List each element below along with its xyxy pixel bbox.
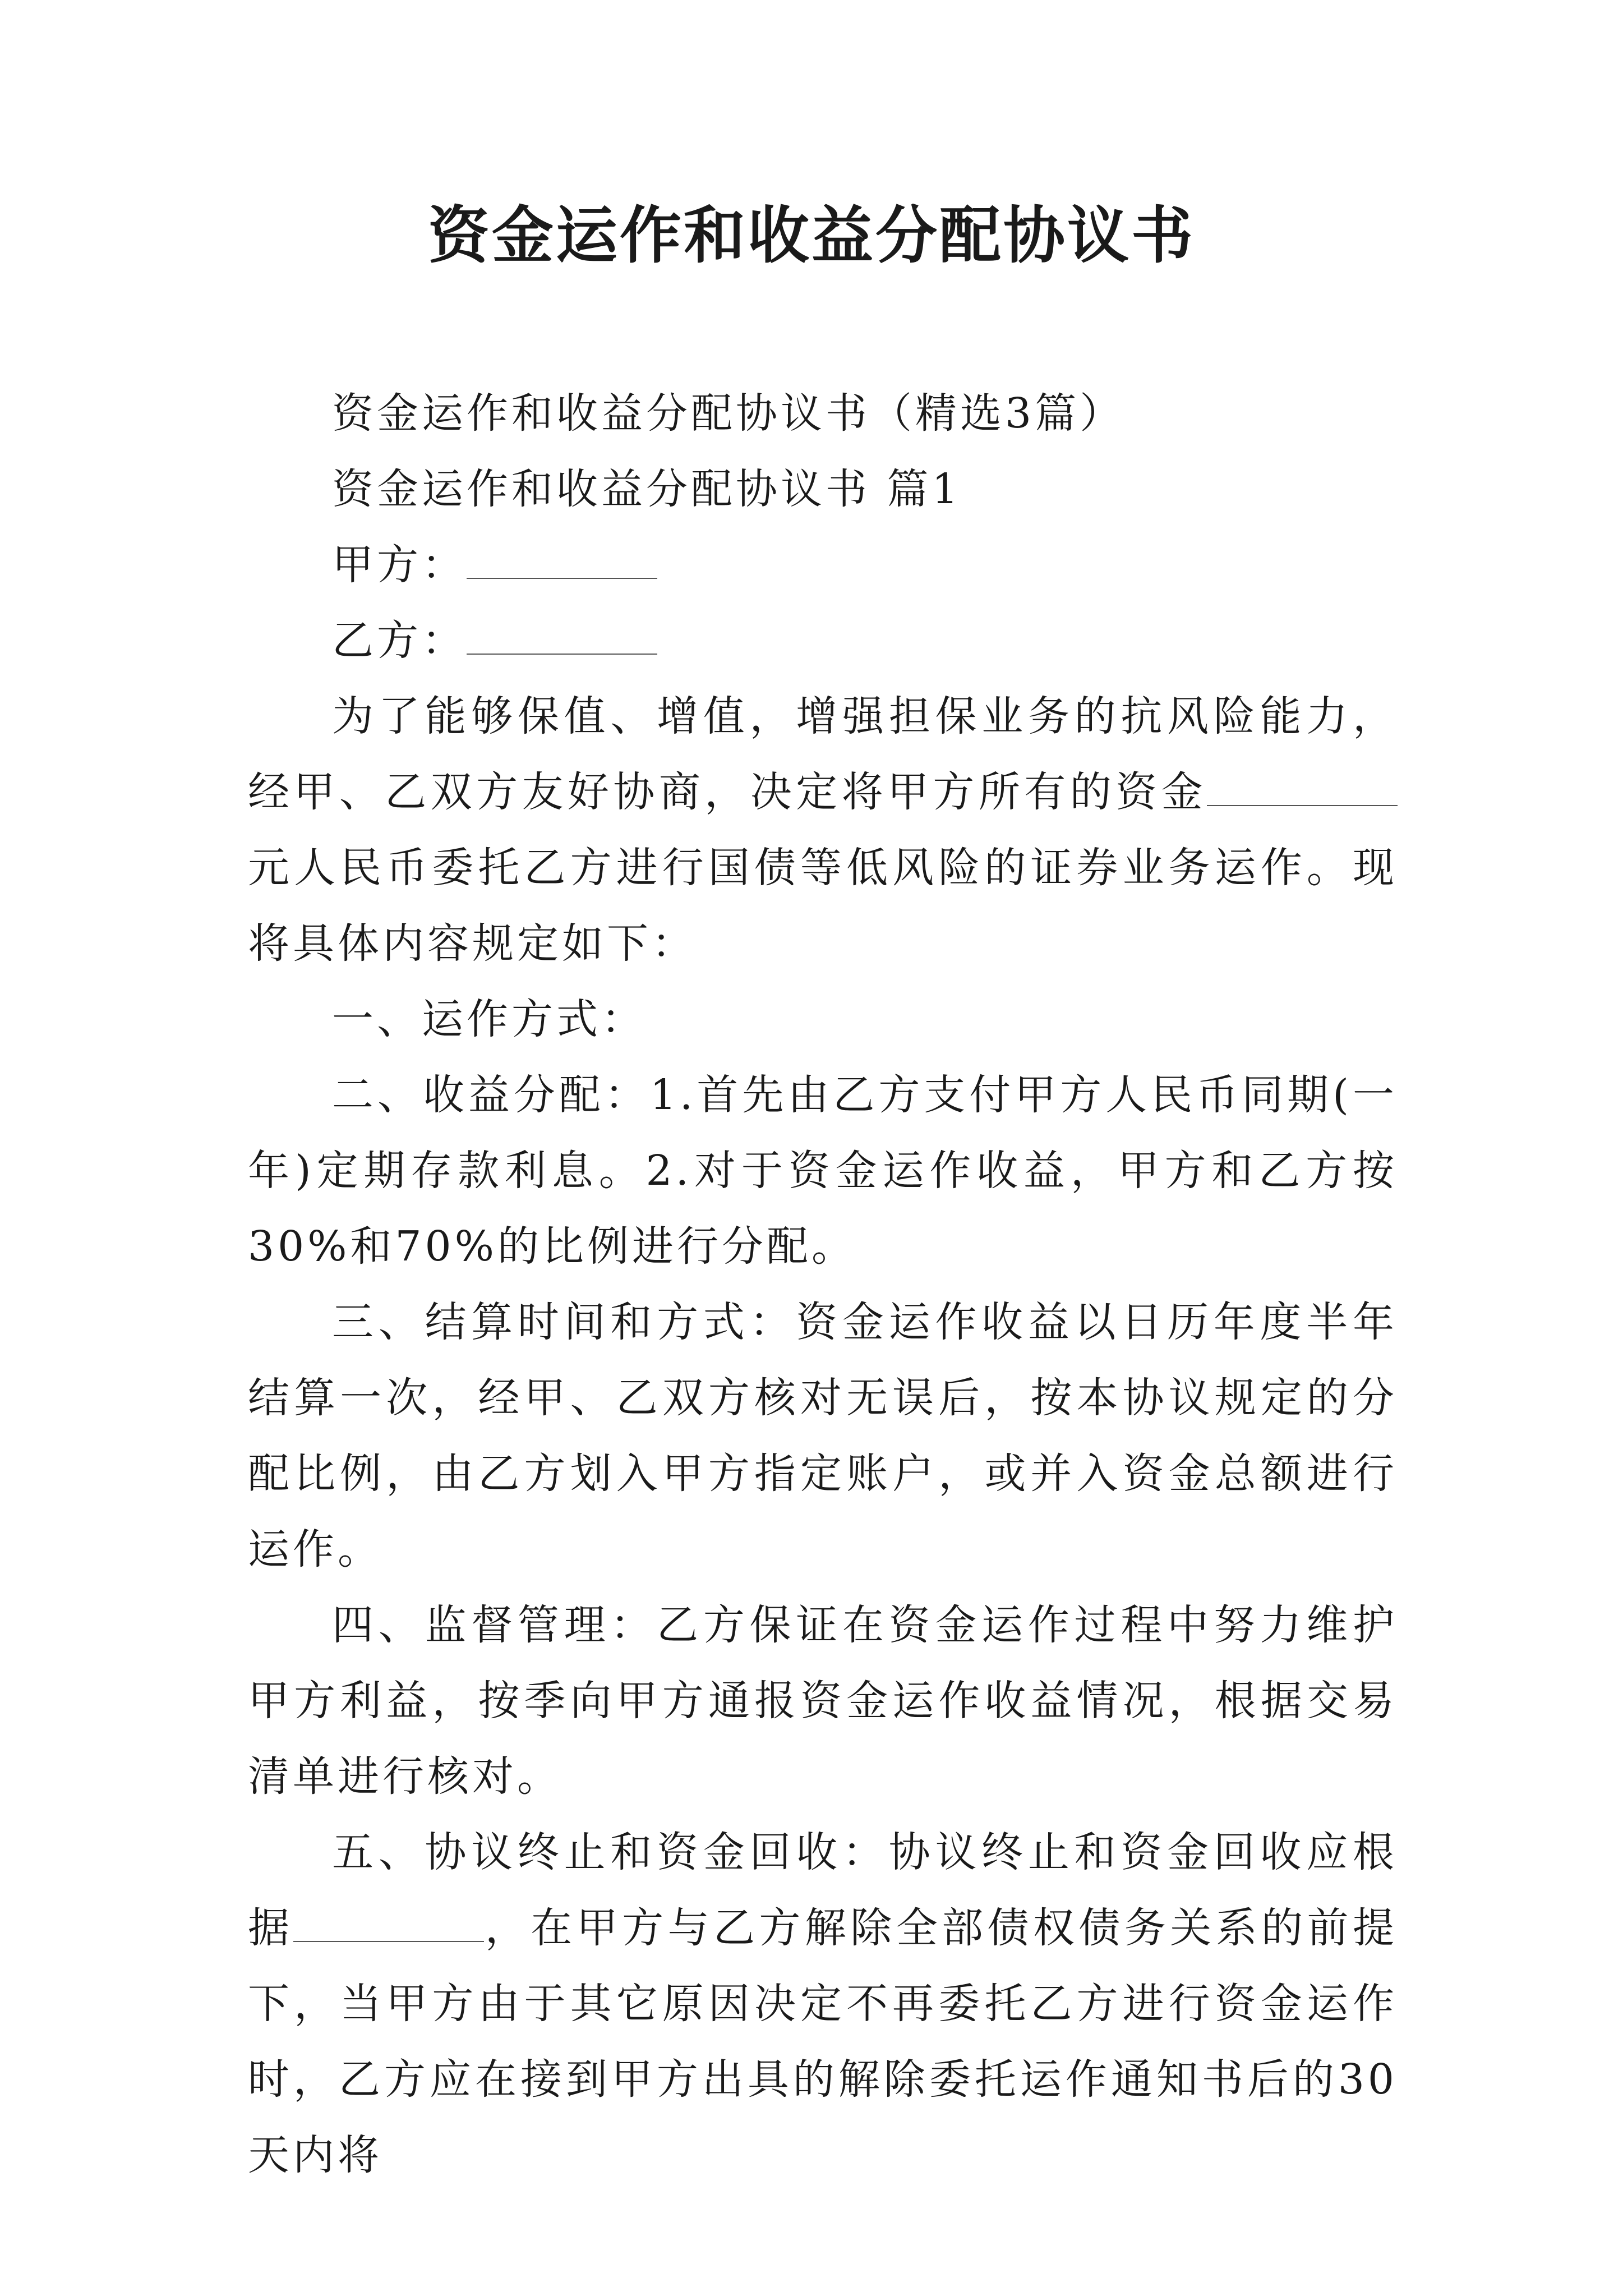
document-subtitle-text: 资金运作和收益分配协议书（精选3篇） [332, 389, 1125, 438]
document-subtitle [248, 376, 1398, 452]
clause-4-text: 四、监督管理：乙方保证在资金运作过程中努力维护甲方利益，按季向甲方通报资金运作收益情况，根据交易清单进行核对。 [248, 1601, 1398, 1801]
party-b-line [248, 603, 1398, 679]
intro-text-1: 为了能够保值、增值，增强担保业务的抗风险能力，经甲、乙双方友好协商，决定将甲方所有的资金 [248, 692, 1398, 816]
clause-2-text: 二、收益分配：1.首先由乙方支付甲方人民币同期(一年)定期存款利息。2.对于资金运作收益，甲方和乙方按30%和70%的比例进行分配。 [248, 1071, 1398, 1271]
intro-paragraph [248, 679, 1398, 982]
clause-5 [248, 1815, 1398, 2193]
clause-5-text-1: 五、协议终止和资金回收：协议终止和资金回收应根据 [248, 1828, 1398, 1952]
section-heading-text: 资金运作和收益分配协议书 篇1 [332, 465, 962, 513]
amount-blank [1207, 771, 1398, 806]
intro-text-2: 元人民币委托乙方进行国债等低风险的证券业务运作。现将具体内容规定如下： [248, 844, 1398, 968]
basis-blank [293, 1907, 484, 1942]
clause-2 [248, 1057, 1398, 1285]
clause-1-text: 一、运作方式： [332, 995, 646, 1043]
clause-3-text: 三、结算时间和方式：资金运作收益以日历年度半年结算一次，经甲、乙双方核对无误后，按本协议规定的分配比例，由乙方划入甲方指定账户，或并入资金总额进行运作。 [248, 1298, 1398, 1573]
clause-5-text-2: ，在甲方与乙方解除全部债权债务关系的前提下，当甲方由于其它原因决定不再委托乙方进行资金运作时，乙方应在接到甲方出具的解除委托运作通知书后的30天内将 [248, 1904, 1398, 2179]
clause-3 [248, 1285, 1398, 1588]
party-a-label: 甲方： [332, 541, 467, 589]
clause-4 [248, 1588, 1398, 1815]
party-b-blank [467, 620, 657, 655]
section-heading [248, 452, 1398, 527]
party-a-blank [467, 544, 657, 579]
party-b-label: 乙方： [332, 616, 467, 665]
document-title: 资金运作和收益分配协议书 [428, 199, 1195, 272]
clause-1 [248, 982, 1398, 1057]
party-a-line [248, 527, 1398, 603]
document-body [248, 376, 1398, 2193]
